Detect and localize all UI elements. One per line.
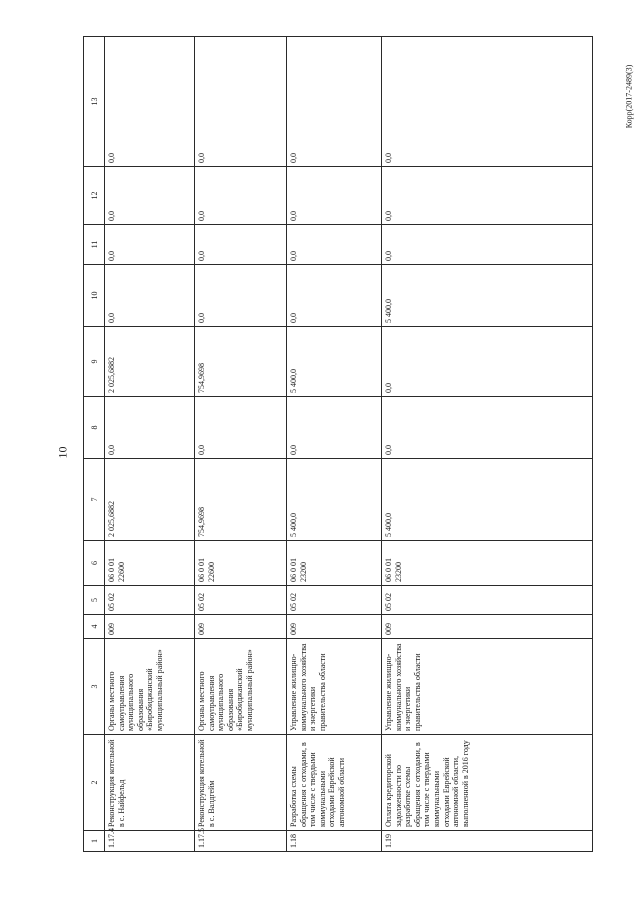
cell-value: 0,0 [195,397,287,459]
cell-ministry-code: 009 [195,615,287,639]
column-header: 4 [84,615,105,639]
cell-activity: Реконструкция котельной в с. Валдгейм [195,735,287,831]
column-header: 13 [84,37,105,167]
cell-value: 0,0 [195,225,287,265]
table-header-row [84,37,105,852]
cell-value: 0,0 [287,37,382,167]
column-header: 12 [84,167,105,225]
cell-value: 0,0 [287,265,382,327]
cell-ministry-code: 009 [382,615,593,639]
cell-value: 0,0 [382,167,593,225]
document-code: Корр(2017-2489(3) [624,64,634,129]
cell-value: 0,0 [287,225,382,265]
cell-value: 0,0 [382,225,593,265]
column-header: 6 [84,541,105,586]
cell-value: 0,0 [382,37,593,167]
cell-executor: Управление жилищно-коммунального хозяйства и энергетики правительства области [287,639,382,735]
cell-executor: Органы местного самоуправления муниципального образования «Биробиджанский муниципальный район» [105,639,195,735]
cell-ministry-code: 009 [105,615,195,639]
cell-item-number: 1.17.4 [105,831,195,852]
cell-value: 5 400,0 [382,459,593,541]
table-row [105,37,195,852]
table-row [287,37,382,852]
cell-value: 0,0 [287,167,382,225]
cell-value: 0,0 [287,397,382,459]
cell-value: 5 400,0 [382,265,593,327]
cell-value: 754,9698 [195,459,287,541]
cell-value: 5 400,0 [287,327,382,397]
cell-section-code: 05 02 [287,586,382,615]
column-header: 1 [84,831,105,852]
cell-value: 0,0 [105,225,195,265]
cell-value: 0,0 [195,37,287,167]
cell-value: 0,0 [105,37,195,167]
cell-activity: Оплата кредиторской задолженности по разработке схемы обращения с отходами, в том числе с твердыми коммунальными отходами Еврейской автономной области, выполненной в 2016 году [382,735,593,831]
cell-value: 0,0 [105,265,195,327]
cell-target-code: 06 0 01 22600 [195,541,287,586]
column-header: 5 [84,586,105,615]
cell-value: 0,0 [382,327,593,397]
cell-value: 0,0 [195,265,287,327]
cell-value: 0,0 [382,397,593,459]
column-header: 2 [84,735,105,831]
cell-item-number: 1.17.5 [195,831,287,852]
cell-value: 2 025,6882 [105,459,195,541]
table-row [195,37,287,852]
budget-table [83,36,593,852]
cell-value: 0,0 [195,167,287,225]
column-header: 10 [84,265,105,327]
column-header: 9 [84,327,105,397]
table-row [382,37,593,852]
column-header: 8 [84,397,105,459]
column-header: 7 [84,459,105,541]
cell-item-number: 1.19 [382,831,593,852]
cell-value: 0,0 [105,167,195,225]
cell-value: 754,9698 [195,327,287,397]
cell-executor: Органы местного самоуправления муниципального образования «Биробиджанский муниципальный район» [195,639,287,735]
cell-value: 5 400,0 [287,459,382,541]
cell-executor: Управление жилищно-коммунального хозяйства и энергетики правительства области [382,639,593,735]
budget-table-container [83,37,593,852]
page-number: 10 [55,446,70,459]
cell-value: 2 025,6882 [105,327,195,397]
cell-item-number: 1.18 [287,831,382,852]
column-header: 11 [84,225,105,265]
cell-target-code: 06 0 01 23200 [382,541,593,586]
cell-target-code: 06 0 01 23200 [287,541,382,586]
column-header: 3 [84,639,105,735]
cell-section-code: 05 02 [382,586,593,615]
cell-section-code: 05 02 [105,586,195,615]
cell-ministry-code: 009 [287,615,382,639]
cell-target-code: 06 0 01 22600 [105,541,195,586]
cell-section-code: 05 02 [195,586,287,615]
cell-value: 0,0 [105,397,195,459]
cell-activity: Разработка схемы обращения с отходами, в том числе с твердыми коммунальными отходами Еврейской автономной области [287,735,382,831]
cell-activity: Реконструкция котельной в с. Найфельд [105,735,195,831]
